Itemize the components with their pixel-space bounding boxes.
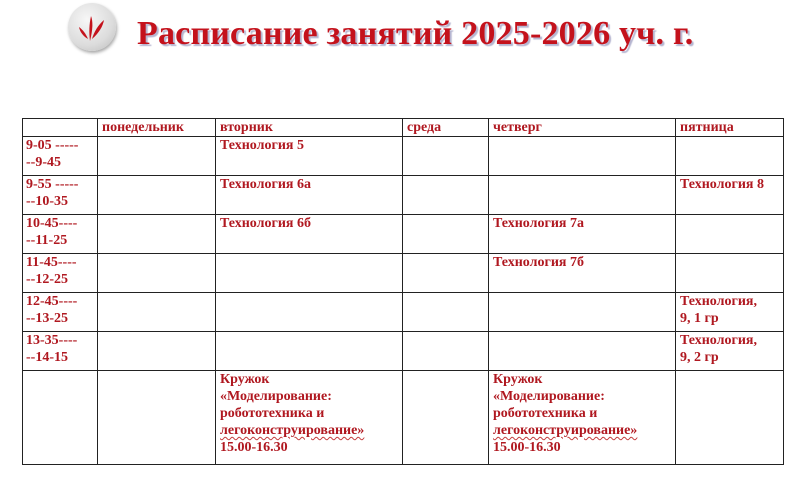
time-slot: 11-45---- --12-25 bbox=[23, 254, 98, 293]
cell-friday bbox=[676, 254, 784, 293]
cell-tuesday: Технология 6а bbox=[216, 176, 403, 215]
time-slot: 9-05 ----- --9-45 bbox=[23, 137, 98, 176]
cell-thursday bbox=[489, 293, 676, 332]
cell-thursday: Технология 7б bbox=[489, 254, 676, 293]
cell-thursday bbox=[489, 137, 676, 176]
time-slot: 9-55 ----- --10-35 bbox=[23, 176, 98, 215]
club-row bbox=[23, 371, 784, 465]
cell-wednesday bbox=[403, 137, 489, 176]
column-header-time bbox=[23, 119, 98, 137]
cell-tuesday: Технология 5 bbox=[216, 137, 403, 176]
column-header-thursday: четверг bbox=[489, 119, 676, 137]
cell-monday bbox=[98, 371, 216, 465]
cell-thursday bbox=[489, 332, 676, 371]
cell-monday bbox=[98, 176, 216, 215]
cell-monday bbox=[98, 332, 216, 371]
cell-wednesday bbox=[403, 254, 489, 293]
cell-wednesday bbox=[403, 176, 489, 215]
time-slot: 13-35---- --14-15 bbox=[23, 332, 98, 371]
club-name-line: «Моделирование: bbox=[493, 389, 605, 404]
club-name-line: робототехника и bbox=[220, 406, 325, 421]
column-header-tuesday: вторник bbox=[216, 119, 403, 137]
cell-wednesday bbox=[403, 371, 489, 465]
club-time: 15.00-16.30 bbox=[220, 440, 288, 455]
cell-wednesday bbox=[403, 332, 489, 371]
header-row bbox=[23, 119, 784, 137]
time-slot: 10-45---- --11-25 bbox=[23, 215, 98, 254]
time-slot bbox=[23, 371, 98, 465]
cell-friday: Технология 8 bbox=[676, 176, 784, 215]
cell-friday bbox=[676, 371, 784, 465]
cell-monday bbox=[98, 215, 216, 254]
cell-wednesday bbox=[403, 215, 489, 254]
column-header-wednesday: среда bbox=[403, 119, 489, 137]
club-name-line: легоконструирование» bbox=[493, 423, 638, 438]
cell-monday bbox=[98, 137, 216, 176]
cell-wednesday bbox=[403, 293, 489, 332]
cell-monday bbox=[98, 254, 216, 293]
schedule-table bbox=[22, 118, 784, 465]
cell-friday bbox=[676, 137, 784, 176]
table-row bbox=[23, 332, 784, 371]
table-row bbox=[23, 137, 784, 176]
cell-friday: Технология, 9, 2 гр bbox=[676, 332, 784, 371]
club-cell-tuesday bbox=[216, 371, 403, 465]
cell-tuesday bbox=[216, 332, 403, 371]
feather-logo-icon bbox=[68, 3, 116, 51]
cell-tuesday bbox=[216, 254, 403, 293]
table-row bbox=[23, 254, 784, 293]
club-name-line: робототехника и bbox=[493, 406, 598, 421]
club-title: Кружок bbox=[493, 372, 543, 387]
column-header-monday: понедельник bbox=[98, 119, 216, 137]
club-name-line: «Моделирование: bbox=[220, 389, 332, 404]
table-row bbox=[23, 293, 784, 332]
cell-tuesday: Технология 6б bbox=[216, 215, 403, 254]
cell-friday: Технология, 9, 1 гр bbox=[676, 293, 784, 332]
table-row bbox=[23, 176, 784, 215]
cell-tuesday bbox=[216, 293, 403, 332]
cell-thursday: Технология 7а bbox=[489, 215, 676, 254]
feather-logo-glyph bbox=[68, 3, 116, 51]
table-row bbox=[23, 215, 784, 254]
page-title: Расписание занятий 2025-2026 уч. г. bbox=[137, 15, 694, 52]
club-title: Кружок bbox=[220, 372, 270, 387]
cell-thursday bbox=[489, 176, 676, 215]
cell-monday bbox=[98, 293, 216, 332]
club-time: 15.00-16.30 bbox=[493, 440, 561, 455]
cell-friday bbox=[676, 215, 784, 254]
club-cell-thursday bbox=[489, 371, 676, 465]
club-name-line: легоконструирование» bbox=[220, 423, 365, 438]
time-slot: 12-45---- --13-25 bbox=[23, 293, 98, 332]
column-header-friday: пятница bbox=[676, 119, 784, 137]
